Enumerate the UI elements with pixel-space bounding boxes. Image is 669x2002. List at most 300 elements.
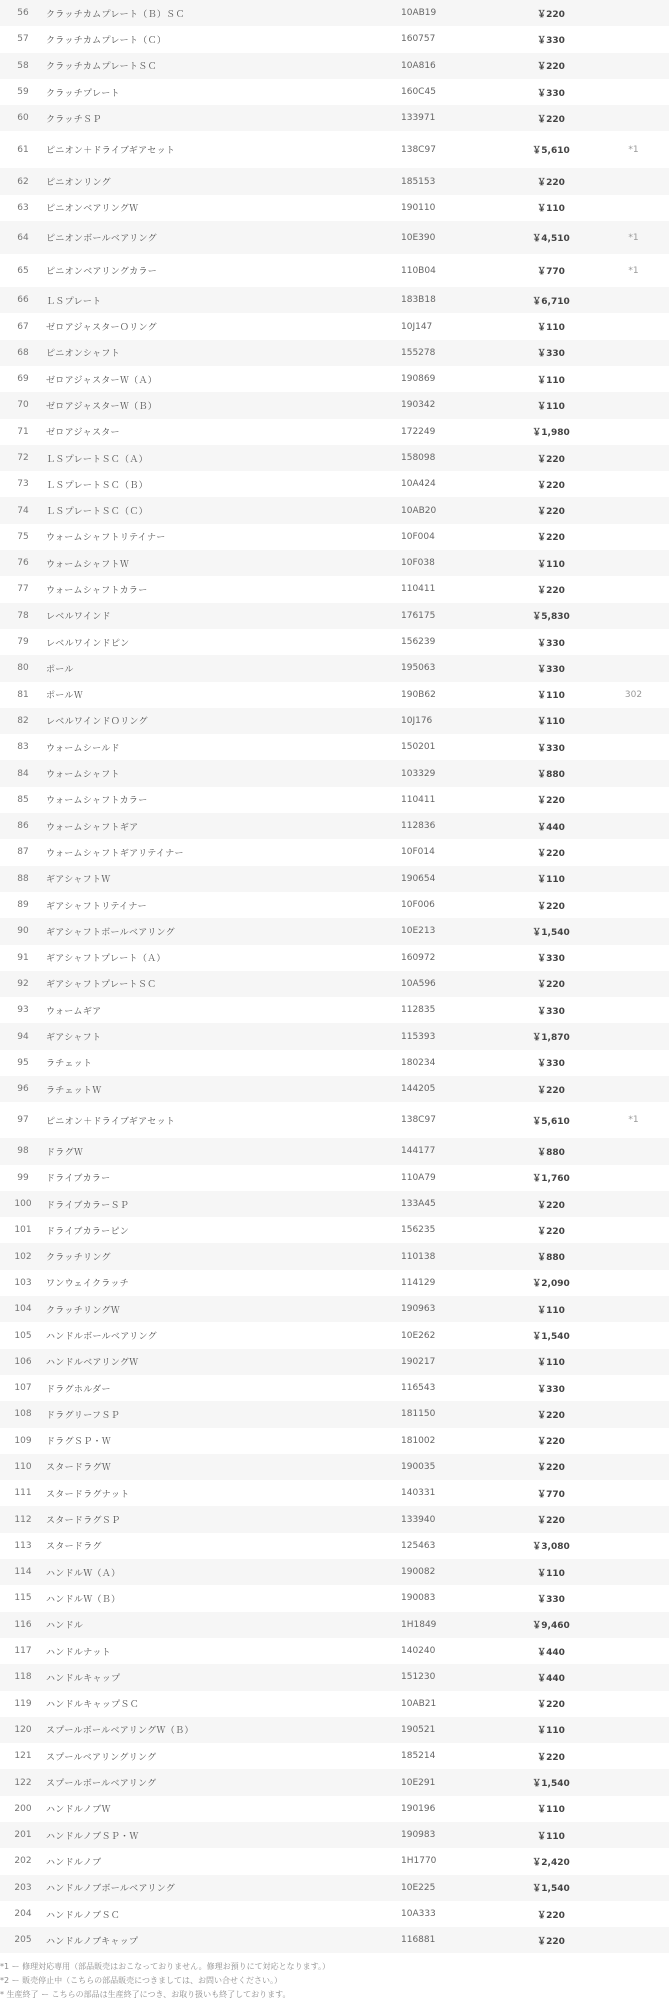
part-note — [598, 1375, 669, 1401]
footnotes — [0, 1960, 669, 2002]
part-price: ￥220 — [537, 585, 565, 596]
part-name: ゼロアジャスターＯリング — [46, 323, 157, 334]
part-price: ￥220 — [537, 507, 565, 518]
part-code: 1H1770 — [401, 1856, 437, 1867]
part-code: 158098 — [401, 453, 436, 463]
part-name: ラチェット — [46, 1059, 93, 1070]
part-code: 10A333 — [401, 1909, 436, 1920]
part-note — [598, 839, 669, 865]
table-row — [0, 287, 669, 313]
part-code: 103329 — [401, 768, 436, 779]
part-note — [598, 1349, 669, 1375]
table-row — [0, 813, 669, 839]
part-price: ￥110 — [537, 323, 565, 334]
part-name: スタードラグＳＰ — [46, 1516, 121, 1527]
part-name: ドラグＷ — [46, 1147, 84, 1158]
footnote-discontinued: * 生産終了 ー こちらの部品は生産終了につき、お取り扱いも終了しております。 — [0, 1990, 291, 1999]
part-code: 185214 — [401, 1751, 436, 1762]
part-code: 110A79 — [401, 1172, 436, 1183]
part-price: ￥110 — [537, 1805, 565, 1816]
part-note — [598, 524, 669, 550]
row-number: 116 — [14, 1619, 32, 1630]
part-name: ピニオン＋ドライブギアセット — [46, 146, 176, 157]
table-row — [0, 1875, 669, 1901]
row-number: 97 — [17, 1115, 29, 1126]
table-row — [0, 655, 669, 681]
part-note — [598, 1138, 669, 1164]
row-number: 67 — [17, 321, 29, 332]
row-number: 119 — [14, 1698, 32, 1709]
table-row — [0, 1585, 669, 1611]
part-code: 190196 — [401, 1803, 436, 1814]
part-code: 10J147 — [401, 321, 433, 332]
table-row — [0, 576, 669, 602]
row-number: 89 — [17, 900, 29, 911]
part-code: 10A424 — [401, 479, 436, 490]
table-row — [0, 1454, 669, 1480]
part-price: ￥330 — [537, 1384, 565, 1395]
row-number: 68 — [17, 347, 29, 358]
table-row — [0, 168, 669, 194]
part-name: ポール — [46, 664, 74, 675]
part-price: ￥330 — [537, 35, 565, 46]
part-code: 110B04 — [401, 265, 436, 276]
part-name: クラッチリングＷ — [46, 1305, 121, 1316]
row-number: 94 — [17, 1031, 29, 1042]
table-row — [0, 471, 669, 497]
table-row — [0, 682, 669, 708]
table-row — [0, 734, 669, 760]
part-price: ￥220 — [537, 848, 565, 859]
part-code: 10F038 — [401, 558, 435, 569]
part-note — [598, 655, 669, 681]
part-price: ￥220 — [537, 1226, 565, 1237]
table-row — [0, 105, 669, 131]
table-row — [0, 945, 669, 971]
part-name: ギアシャフトプレートＳＣ — [46, 980, 157, 991]
part-code: 10A596 — [401, 978, 436, 989]
row-number: 86 — [17, 821, 29, 832]
table-row — [0, 708, 669, 734]
row-number: 69 — [17, 374, 29, 385]
part-note: 302 — [624, 689, 643, 700]
part-price: ￥220 — [537, 1936, 565, 1947]
row-number: 80 — [17, 663, 29, 674]
part-name: クラッチＳＰ — [46, 114, 102, 125]
part-price: ￥220 — [537, 62, 565, 73]
part-code: 140331 — [401, 1488, 436, 1499]
part-price: ￥110 — [537, 1305, 565, 1316]
row-number: 74 — [17, 505, 29, 516]
table-row — [0, 340, 669, 366]
part-note — [598, 813, 669, 839]
part-note — [598, 1743, 669, 1769]
part-code: 156235 — [401, 1225, 436, 1236]
table-row — [0, 760, 669, 786]
row-number: 204 — [14, 1909, 32, 1920]
table-row — [0, 221, 669, 254]
part-note — [598, 1050, 669, 1076]
row-number: 76 — [17, 558, 29, 569]
part-note — [598, 1401, 669, 1427]
part-name: スプールベアリングリング — [46, 1752, 157, 1763]
part-code: 110411 — [401, 794, 436, 805]
part-note — [598, 971, 669, 997]
row-number: 77 — [17, 584, 29, 595]
row-number: 65 — [17, 265, 29, 276]
part-name: ハンドルノブ — [46, 1857, 102, 1868]
part-note — [598, 1691, 669, 1717]
table-row — [0, 1102, 669, 1138]
part-price: ￥110 — [537, 375, 565, 386]
part-code: 138C97 — [401, 1115, 436, 1126]
part-name: ウォームシャフトＷ — [46, 559, 130, 570]
part-note — [598, 603, 669, 629]
part-code: 183B18 — [401, 295, 436, 306]
table-row — [0, 1270, 669, 1296]
part-code: 190110 — [401, 202, 436, 213]
part-note — [598, 313, 669, 339]
part-price: ￥770 — [537, 267, 565, 278]
table-row — [0, 603, 669, 629]
row-number: 99 — [17, 1172, 29, 1183]
part-note — [598, 1927, 669, 1953]
table-row — [0, 524, 669, 550]
table-row — [0, 866, 669, 892]
part-code: 10E262 — [401, 1330, 436, 1341]
part-note: *1 — [628, 144, 639, 155]
part-name: クラッチカムプレートＳＣ — [46, 62, 157, 73]
row-number: 113 — [14, 1540, 32, 1551]
part-note — [598, 0, 669, 26]
table-row — [0, 1243, 669, 1269]
row-number: 92 — [17, 978, 29, 989]
part-name: ウォームシールド — [46, 743, 120, 754]
part-price: ￥110 — [537, 204, 565, 215]
part-code: 181002 — [401, 1435, 436, 1446]
part-code: 190869 — [401, 374, 436, 385]
part-code: 10E291 — [401, 1777, 436, 1788]
part-note — [598, 892, 669, 918]
part-name: ハンドルボールベアリング — [46, 1332, 157, 1342]
part-price: ￥220 — [537, 796, 565, 807]
part-price: ￥330 — [537, 743, 565, 754]
part-note — [598, 79, 669, 105]
row-number: 101 — [14, 1225, 32, 1236]
part-note — [598, 1769, 669, 1795]
table-row — [0, 0, 669, 26]
part-code: 10F006 — [401, 900, 435, 911]
row-number: 93 — [17, 1005, 29, 1016]
part-price: ￥220 — [537, 1437, 565, 1448]
part-name: ウォームシャフト — [46, 770, 120, 781]
table-row — [0, 971, 669, 997]
row-number: 79 — [17, 637, 29, 648]
part-price: ￥330 — [537, 954, 565, 965]
part-note — [598, 392, 669, 418]
part-name: クラッチプレート — [46, 88, 120, 99]
part-note — [598, 1717, 669, 1743]
part-note — [598, 866, 669, 892]
part-price: ￥220 — [537, 480, 565, 491]
part-name: ハンドルＷ（Ａ） — [46, 1568, 121, 1579]
table-row — [0, 997, 669, 1023]
row-number: 64 — [17, 232, 29, 243]
part-note — [598, 1506, 669, 1532]
table-row — [0, 1901, 669, 1927]
part-note — [598, 366, 669, 392]
part-name: ＬＳプレートＳＣ（Ａ） — [46, 454, 148, 465]
row-number: 109 — [14, 1435, 32, 1446]
row-number: 60 — [17, 113, 29, 124]
part-note — [598, 734, 669, 760]
part-note — [598, 760, 669, 786]
part-code: 195063 — [401, 663, 436, 674]
part-price: ￥1,980 — [532, 428, 570, 439]
table-row — [0, 629, 669, 655]
row-number: 103 — [14, 1277, 32, 1288]
part-price: ￥220 — [537, 980, 565, 991]
part-note — [598, 1822, 669, 1848]
part-note — [598, 708, 669, 734]
part-note — [598, 1848, 669, 1874]
row-number: 91 — [17, 952, 29, 963]
part-price: ￥110 — [537, 1358, 565, 1369]
part-code: 115393 — [401, 1031, 436, 1042]
part-code: 155278 — [401, 347, 436, 358]
row-number: 118 — [14, 1672, 32, 1683]
row-number: 88 — [17, 873, 29, 884]
part-name: スタードラグ — [46, 1542, 102, 1553]
part-note: *1 — [628, 1115, 639, 1126]
part-note — [598, 168, 669, 194]
row-number: 120 — [14, 1724, 32, 1735]
part-price: ￥1,540 — [532, 1332, 570, 1342]
table-row — [0, 1322, 669, 1348]
part-note — [598, 1875, 669, 1901]
table-row — [0, 1927, 669, 1953]
part-name: ハンドルノブＷ — [46, 1805, 111, 1816]
part-price: ￥330 — [537, 88, 565, 99]
part-name: ＬＳプレートＳＣ（Ｃ） — [46, 507, 148, 518]
part-price: ￥6,710 — [532, 296, 570, 307]
row-number: 200 — [14, 1803, 32, 1814]
part-price: ￥1,870 — [532, 1033, 570, 1044]
row-number: 98 — [17, 1146, 29, 1157]
part-note — [598, 445, 669, 471]
part-name: ウォームシャフトギア — [46, 822, 139, 833]
row-number: 104 — [14, 1304, 32, 1315]
part-name: ピニオン＋ドライブギアセット — [46, 1116, 176, 1127]
row-number: 205 — [14, 1935, 32, 1946]
table-row — [0, 254, 669, 287]
row-number: 105 — [14, 1330, 32, 1341]
part-price: ￥110 — [537, 1568, 565, 1579]
part-name: スタードラグナット — [46, 1489, 130, 1500]
table-row — [0, 1349, 669, 1375]
part-price: ￥1,760 — [532, 1174, 570, 1185]
row-number: 117 — [14, 1646, 32, 1657]
table-row — [0, 1375, 669, 1401]
part-price: ￥220 — [537, 1200, 565, 1211]
part-name: ハンドルノブボールベアリング — [46, 1884, 176, 1895]
part-code: 160757 — [401, 34, 436, 45]
table-row — [0, 1428, 669, 1454]
part-price: ￥3,080 — [532, 1542, 570, 1553]
part-code: 133A45 — [401, 1199, 436, 1210]
part-note — [598, 576, 669, 602]
part-name: ポールＷ — [46, 691, 84, 702]
part-note — [598, 1664, 669, 1690]
part-code: 133940 — [401, 1514, 436, 1525]
part-name: スタードラグＷ — [46, 1463, 112, 1474]
row-number: 63 — [17, 202, 29, 213]
table-row — [0, 1296, 669, 1322]
row-number: 83 — [17, 742, 29, 753]
part-name: スプールボールベアリング — [46, 1779, 157, 1790]
table-row — [0, 1217, 669, 1243]
row-number: 114 — [14, 1567, 32, 1578]
part-price: ￥220 — [537, 1085, 565, 1096]
part-name: ピニオンボールベアリング — [46, 234, 157, 245]
part-code: 156239 — [401, 637, 436, 648]
part-code: 190217 — [401, 1356, 436, 1367]
part-name: ワンウェイクラッチ — [46, 1279, 129, 1290]
part-price: ￥220 — [537, 901, 565, 912]
part-price: ￥220 — [537, 1752, 565, 1763]
part-code: 10AB21 — [401, 1698, 437, 1709]
footnote-sale-suspended: *2 ー 販売停止中（こちらの部品販売につきましては、お問い合せください。） — [0, 1976, 283, 1985]
table-row — [0, 1023, 669, 1049]
part-name: レベルワインドピン — [46, 638, 130, 649]
part-note: *1 — [628, 265, 639, 276]
part-code: 112835 — [401, 1005, 436, 1016]
part-note — [598, 1559, 669, 1585]
table-row — [0, 1743, 669, 1769]
part-note — [598, 1217, 669, 1243]
part-price: ￥440 — [537, 1647, 565, 1658]
part-note — [598, 1612, 669, 1638]
row-number: 107 — [14, 1383, 32, 1394]
part-code: 190963 — [401, 1304, 436, 1315]
table-row — [0, 839, 669, 865]
part-price: ￥110 — [537, 691, 565, 702]
part-price: ￥2,420 — [532, 1857, 570, 1868]
part-name: ギアシャフトＷ — [46, 875, 111, 886]
table-row — [0, 131, 669, 168]
row-number: 96 — [17, 1084, 29, 1095]
table-row — [0, 1822, 669, 1848]
table-row — [0, 53, 669, 79]
table-row — [0, 195, 669, 221]
part-name: ドラグホルダー — [46, 1384, 111, 1395]
part-note — [598, 945, 669, 971]
part-code: 10E213 — [401, 926, 436, 937]
row-number: 102 — [14, 1251, 32, 1262]
part-code: 138C97 — [401, 144, 436, 155]
part-note — [598, 195, 669, 221]
part-name: ドラグＳＰ・Ｗ — [46, 1437, 112, 1448]
part-name: レベルワインドＯリング — [46, 717, 148, 728]
part-price: ￥5,610 — [532, 146, 570, 157]
part-code: 190654 — [401, 873, 436, 884]
part-name: ウォームシャフトカラー — [46, 796, 148, 807]
part-code: 172249 — [401, 426, 436, 437]
part-price: ￥4,510 — [532, 234, 570, 245]
row-number: 81 — [17, 689, 29, 700]
part-price: ￥880 — [537, 1253, 565, 1264]
part-price: ￥220 — [537, 1910, 565, 1921]
part-name: ハンドルノブキャップ — [46, 1936, 139, 1947]
part-code: 10F004 — [401, 531, 435, 542]
part-note — [598, 1454, 669, 1480]
part-name: ウォームシャフトカラー — [46, 585, 148, 596]
part-code: 110411 — [401, 584, 436, 595]
row-number: 106 — [14, 1356, 32, 1367]
part-name: ピニオンリング — [46, 178, 111, 189]
part-note — [598, 1796, 669, 1822]
part-code: 133971 — [401, 113, 436, 124]
part-name: ギアシャフト — [46, 1033, 102, 1044]
part-price: ￥110 — [537, 1831, 565, 1842]
row-number: 84 — [17, 768, 29, 779]
part-code: 144177 — [401, 1146, 436, 1157]
part-price: ￥330 — [537, 1059, 565, 1070]
part-note — [598, 1585, 669, 1611]
part-name: ドライブカラー — [46, 1174, 111, 1185]
part-price: ￥220 — [537, 9, 565, 20]
table-row — [0, 366, 669, 392]
row-number: 87 — [17, 847, 29, 858]
part-note — [598, 419, 669, 445]
part-note — [598, 287, 669, 313]
part-code: 10A816 — [401, 60, 436, 71]
footnote-repair-only: *1 ー 修理対応専用（部品販売はおこなっておりません。修理お預りにて対応となります。） — [0, 1962, 331, 1971]
part-note — [598, 1243, 669, 1269]
part-name: ハンドル — [46, 1621, 84, 1632]
part-note — [598, 1023, 669, 1049]
part-price: ￥440 — [537, 822, 565, 833]
row-number: 201 — [14, 1830, 32, 1841]
part-code: 180234 — [401, 1057, 436, 1068]
part-name: ピニオンベアリングＷ — [46, 204, 139, 215]
part-code: 125463 — [401, 1540, 436, 1551]
part-note — [598, 550, 669, 576]
part-name: ハンドルナット — [46, 1647, 111, 1658]
part-price: ￥220 — [537, 1410, 565, 1421]
part-code: 10AB19 — [401, 8, 437, 19]
table-row — [0, 550, 669, 576]
row-number: 90 — [17, 926, 29, 937]
part-code: 144205 — [401, 1084, 436, 1095]
part-name: ギアシャフトリテイナー — [46, 901, 147, 912]
part-name: ピニオンベアリングカラー — [46, 267, 158, 278]
part-price: ￥110 — [537, 717, 565, 728]
row-number: 78 — [17, 610, 29, 621]
row-number: 115 — [14, 1593, 32, 1604]
table-row — [0, 79, 669, 105]
part-name: ウォームシャフトギアリテイナー — [46, 848, 184, 859]
row-number: 56 — [17, 8, 29, 19]
part-note — [598, 340, 669, 366]
row-number: 61 — [17, 144, 29, 155]
table-row — [0, 1191, 669, 1217]
table-row — [0, 26, 669, 52]
row-number: 82 — [17, 715, 29, 726]
part-price: ￥220 — [537, 1463, 565, 1474]
row-number: 95 — [17, 1057, 29, 1068]
part-code: 116881 — [401, 1935, 436, 1946]
